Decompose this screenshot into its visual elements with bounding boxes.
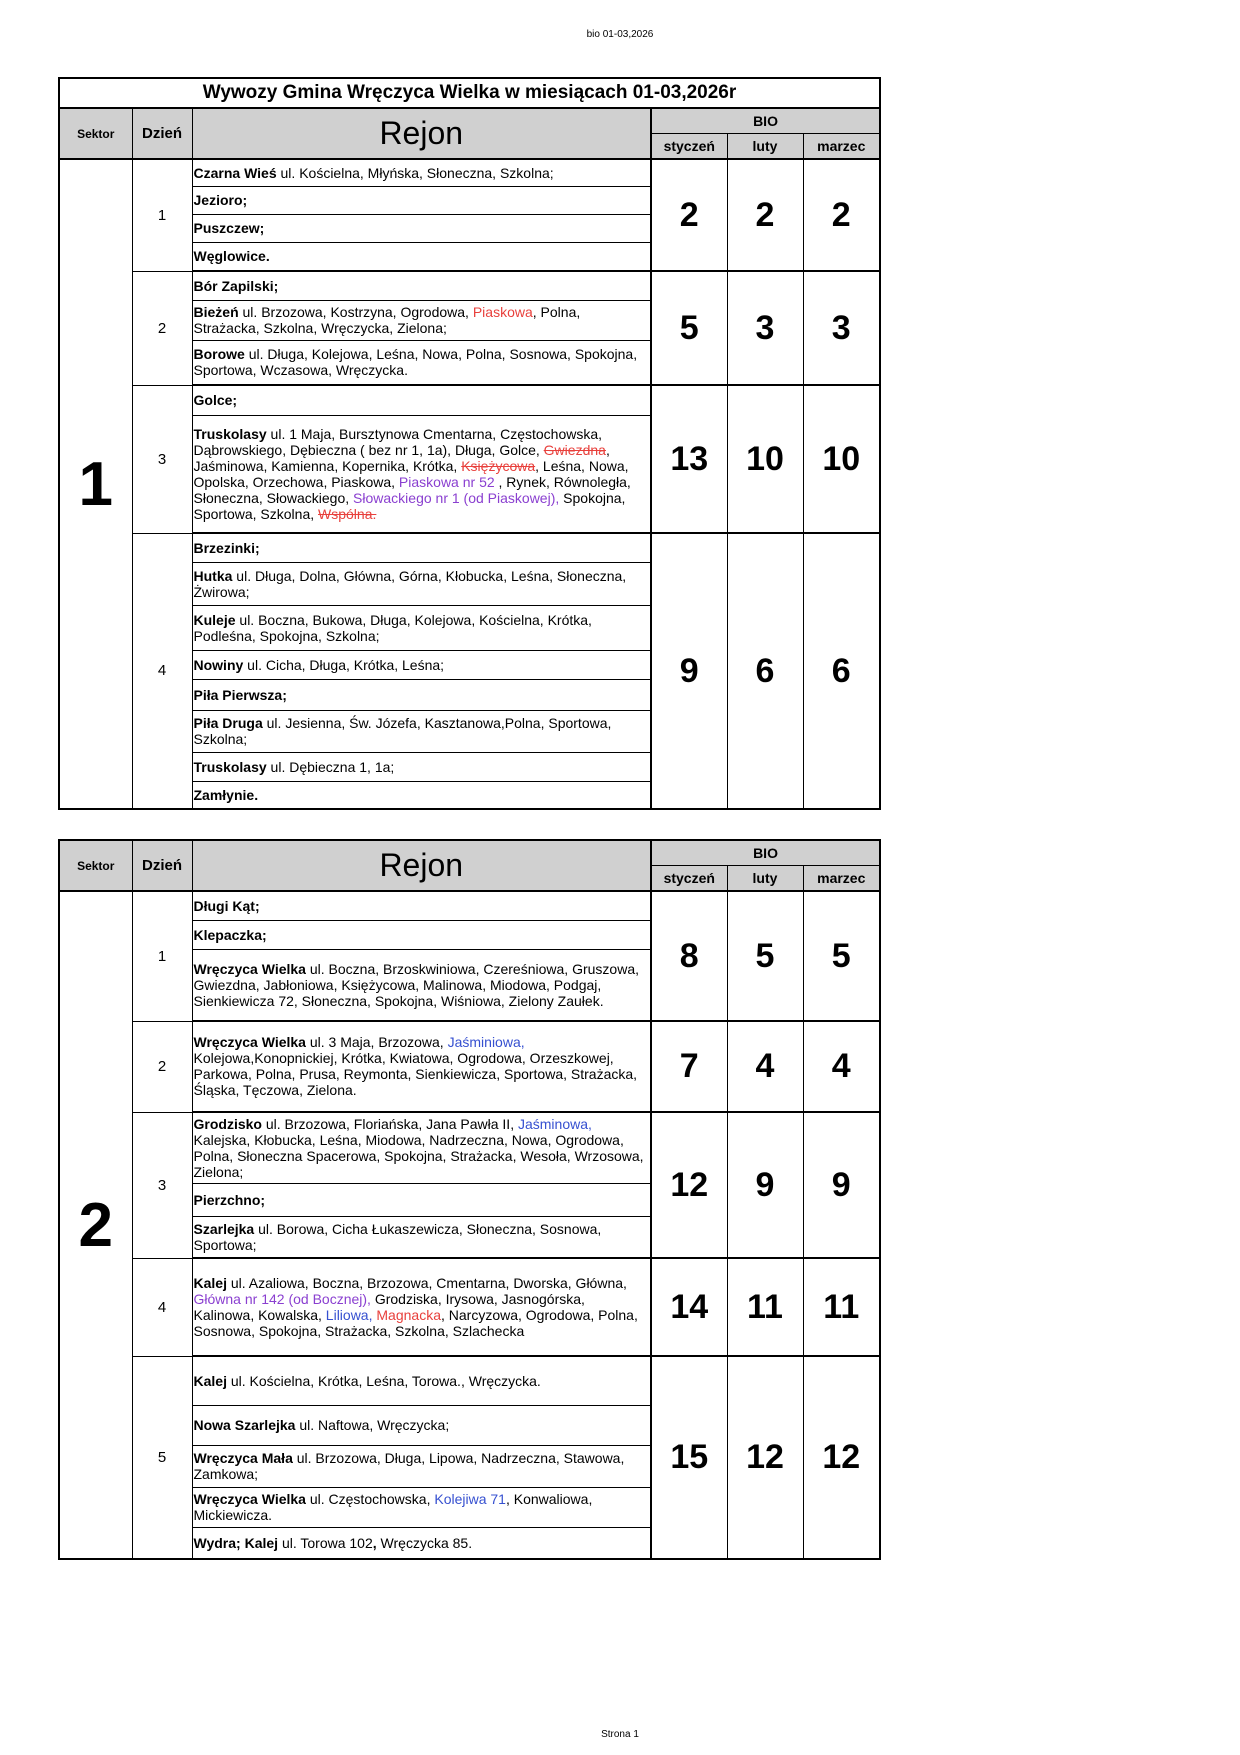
- table-row: [59, 159, 880, 187]
- sector-body: [59, 159, 880, 809]
- locality-name: Piła Druga: [193, 715, 263, 731]
- bio-count: 7: [651, 1021, 727, 1112]
- dzien-number: 3: [132, 1112, 192, 1258]
- bio-count: 14: [651, 1258, 727, 1356]
- bio-count: 15: [651, 1356, 727, 1559]
- sector-body: [59, 891, 880, 1559]
- locality-name: Grodzisko: [193, 1115, 262, 1132]
- locality-name: Węglowice.: [193, 248, 270, 264]
- locality-name: Nowiny: [193, 656, 244, 673]
- rejon-area: [192, 950, 651, 1022]
- street-list: ul. Częstochowska,: [305, 1491, 435, 1507]
- rejon-area: [192, 1528, 651, 1560]
- street-list: ul. Jesienna, Św. Józefa, Kasztanowa,Polna, Sportowa, Szkolna;: [193, 715, 612, 747]
- rejon-area: [192, 341, 651, 386]
- street-list: ul. Torowa 102: [278, 1534, 373, 1551]
- dzien-number: 1: [132, 159, 192, 271]
- bio-count: 11: [727, 1258, 803, 1356]
- street-list: , Narcyzowa, Ogrodowa, Polna, Sosnowa, Spokojna, Strażacka, Szkolna, Szlachecka: [193, 1306, 638, 1339]
- street-list: , Jaśminowa, Kamienna, Kopernika, Krótka,: [193, 441, 610, 474]
- rejon-area: [192, 1446, 651, 1488]
- dzien-number: 4: [132, 533, 192, 809]
- column-header-sektor: Sektor: [59, 108, 132, 159]
- street-list: , Polna, Strażacka, Szkolna, Wręczycka, Zielona;: [193, 304, 581, 336]
- rejon-area: [192, 215, 651, 243]
- sektor-number: 1: [59, 159, 132, 809]
- locality-name: Jezioro;: [193, 192, 248, 208]
- locality-name: Wręczyca Wielka: [193, 1034, 306, 1050]
- bio-count: 9: [803, 1112, 880, 1258]
- locality-name: Wręczyca Wielka: [193, 1491, 306, 1507]
- street-list: Jaśminowa,: [517, 1115, 592, 1132]
- table-row: [59, 1112, 880, 1184]
- street-list: Liliowa,: [325, 1306, 373, 1323]
- page-footer: Strona 1: [601, 1729, 639, 1740]
- street-list: Kolejowa,Konopnickiej, Krótka, Kwiatowa, Ogrodowa, Orzeszkowej, Parkowa, Polna, Prusa, Reymonta, Sienkiewicza, Sportowa, Strażacka, Śląska, Tęczowa, Zielona.: [193, 1050, 638, 1098]
- locality-name: Pierzchno;: [193, 1191, 266, 1208]
- column-header-bio: BIO: [651, 108, 880, 134]
- column-header-month: luty: [727, 134, 803, 160]
- rejon-area: [192, 711, 651, 753]
- locality-name: Truskolasy: [193, 425, 267, 442]
- rejon-area: [192, 533, 651, 563]
- bio-count: 3: [727, 271, 803, 385]
- bio-count: 8: [651, 891, 727, 1021]
- rejon-area: [192, 1258, 651, 1356]
- dzien-number: 1: [132, 891, 192, 1021]
- bio-count: 9: [651, 533, 727, 809]
- street-list: ul. Dębieczna 1, 1a;: [266, 758, 395, 775]
- rejon-area: [192, 606, 651, 651]
- bio-count: 2: [727, 159, 803, 271]
- dzien-number: 2: [132, 1021, 192, 1112]
- street-list: Piaskowa: [472, 304, 533, 320]
- locality-name: Wręczyca Wielka: [193, 960, 306, 977]
- column-header-month: styczeń: [651, 866, 727, 892]
- rejon-area: [192, 159, 651, 187]
- rejon-area: [192, 243, 651, 272]
- bio-count: 12: [727, 1356, 803, 1559]
- locality-name: Bór Zapilski;: [193, 277, 279, 294]
- street-list: ul. Boczna, Brzoskwiniowa, Czereśniowa, Gruszowa, Gwiezdna, Jabłoniowa, Księżycowa, Malinowa, Miodowa, Podgaj, Sienkiewicza 72, Słoneczna, Spokojna, Wiśniowa, Zielony Zaułek.: [193, 960, 639, 1009]
- locality-name: Wydra;: [193, 1534, 241, 1551]
- dzien-number: 5: [132, 1356, 192, 1559]
- street-list: ul. Brzozowa, Długa, Lipowa, Nadrzeczna, Stawowa, Zamkowa;: [193, 1450, 625, 1482]
- table-row: [59, 891, 880, 921]
- street-list: , Leśna, Nowa, Opolska, Orzechowa, Piaskowa,: [193, 457, 629, 490]
- table-row: [59, 1356, 880, 1406]
- rejon-area: [192, 1217, 651, 1259]
- rejon-area: [192, 271, 651, 301]
- rejon-area: [192, 1406, 651, 1446]
- locality-name: Borowe: [193, 346, 245, 362]
- rejon-area: [192, 563, 651, 606]
- bio-count: 5: [803, 891, 880, 1021]
- locality-name: Puszczew;: [193, 220, 265, 236]
- bio-count: 4: [727, 1021, 803, 1112]
- table-title: Wywozy Gmina Wręczyca Wielka w miesiącach 01-03,2026r: [59, 78, 880, 108]
- locality-name: Piła Pierwsza;: [193, 686, 287, 703]
- street-list: ul. Boczna, Bukowa, Długa, Kolejowa, Kościelna, Krótka, Podleśna, Spokojna, Szkolna;: [193, 611, 592, 644]
- street-list: Grodziska, Irysowa, Jasnogórska, Kalinowa, Kowalska,: [193, 1290, 585, 1323]
- locality-name: Truskolasy: [193, 758, 267, 775]
- street-list: ul. Borowa, Cicha Łukaszewicza, Słoneczna, Sosnowa, Sportowa;: [193, 1220, 602, 1253]
- locality-name: Hutka: [193, 567, 233, 584]
- street-list: ul. 3 Maja, Brzozowa,: [305, 1034, 448, 1050]
- street-list: Wspólna.: [318, 505, 377, 522]
- rejon-area: [192, 385, 651, 416]
- bio-count: 10: [803, 385, 880, 533]
- street-list: Magnacka: [376, 1306, 441, 1323]
- rejon-area: [192, 782, 651, 810]
- street-list: Wręczycka 85.: [376, 1534, 473, 1551]
- locality-name: Szarlejka: [193, 1220, 255, 1237]
- sektor-number: 2: [59, 891, 132, 1559]
- rejon-area: [192, 1356, 651, 1406]
- bio-count: 4: [803, 1021, 880, 1112]
- street-list: Gwiezdna: [543, 441, 606, 458]
- locality-name: ,: [372, 1534, 377, 1551]
- street-list: Piaskowa nr 52: [398, 473, 495, 490]
- locality-name: Wręczyca Mała: [193, 1450, 293, 1466]
- rejon-area: [192, 187, 651, 215]
- rejon-area: [192, 651, 651, 680]
- street-list: Spokojna, Sportowa, Szkolna,: [193, 489, 626, 522]
- locality-name: Kalej: [244, 1534, 279, 1551]
- bio-count: 5: [727, 891, 803, 1021]
- dzien-number: 4: [132, 1258, 192, 1356]
- locality-name: Kalej: [193, 1274, 227, 1291]
- table-row: [59, 271, 880, 301]
- rejon-area: [192, 1184, 651, 1217]
- dzien-number: 2: [132, 271, 192, 385]
- street-list: ul. 1 Maja, Bursztynowa Cmentarna, Częstochowska, Dąbrowskiego, Dębieczna ( bez nr 1, 1a), Długa, Golce,: [193, 425, 603, 458]
- street-list: ul. Brzozowa, Floriańska, Jana Pawła II,: [261, 1115, 518, 1132]
- street-list: Jaśminiowa,: [447, 1034, 525, 1050]
- column-header-dzien: Dzień: [132, 108, 192, 159]
- street-list: ul. Kościelna, Krótka, Leśna, Torowa., Wręczycka.: [226, 1372, 541, 1389]
- rejon-area: [192, 1112, 651, 1184]
- column-header-rejon: Rejon: [192, 108, 651, 159]
- bio-count: 6: [727, 533, 803, 809]
- bio-count: 3: [803, 271, 880, 385]
- locality-name: Bieżeń: [193, 304, 239, 320]
- table-row: [59, 533, 880, 563]
- column-header-dzien: Dzień: [132, 840, 192, 891]
- rejon-area: [192, 921, 651, 950]
- schedule-table-sector-1: [58, 77, 881, 810]
- bio-count: 10: [727, 385, 803, 533]
- bio-count: 11: [803, 1258, 880, 1356]
- column-header-rejon: Rejon: [192, 840, 651, 891]
- bio-count: 2: [803, 159, 880, 271]
- table-row: [59, 1258, 880, 1356]
- locality-name: Golce;: [193, 392, 238, 408]
- street-list: , Konwaliowa, Mickiewicza.: [193, 1491, 593, 1523]
- bio-count: 12: [803, 1356, 880, 1559]
- street-list: , Rynek, Równoległa, Słoneczna, Słowackiego,: [193, 473, 631, 506]
- column-header-month: styczeń: [651, 134, 727, 160]
- rejon-area: [192, 753, 651, 782]
- rejon-area: [192, 680, 651, 711]
- column-header-sektor: Sektor: [59, 840, 132, 891]
- street-list: Księżycowa: [461, 457, 536, 474]
- locality-name: Nowa Szarlejka: [193, 1417, 296, 1433]
- street-list: ul. Kościelna, Młyńska, Słoneczna, Szkolna;: [276, 164, 554, 181]
- bio-count: 13: [651, 385, 727, 533]
- street-list: Kolejiwa 71: [434, 1491, 506, 1507]
- rejon-area: [192, 1488, 651, 1528]
- street-list: Kalejska, Kłobucka, Leśna, Miodowa, Nadrzeczna, Nowa, Ogrodowa, Polna, Słoneczna Spacerowa, Spokojna, Strażacka, Wesoła, Wrzosowa, Zielona;: [193, 1131, 644, 1180]
- bio-count: 6: [803, 533, 880, 809]
- rejon-area: [192, 416, 651, 534]
- page-header: bio 01-03,2026: [586, 29, 654, 40]
- street-list: ul. Długa, Dolna, Główna, Górna, Kłobucka, Leśna, Słoneczna, Żwirowa;: [193, 567, 627, 600]
- locality-name: Kalej: [193, 1372, 227, 1389]
- street-list: Słowackiego nr 1 (od Piaskowej),: [353, 489, 560, 506]
- rejon-area: [192, 891, 651, 921]
- street-list: ul. Cicha, Długa, Krótka, Leśna;: [243, 656, 445, 673]
- schedule-table-sector-2: [58, 839, 881, 1560]
- bio-count: 5: [651, 271, 727, 385]
- column-header-bio: BIO: [651, 840, 880, 866]
- column-header-month: marzec: [803, 866, 880, 892]
- bio-count: 12: [651, 1112, 727, 1258]
- street-list: Główna nr 142 (od Bocznej),: [193, 1290, 371, 1307]
- table-row: [59, 1021, 880, 1112]
- bio-count: 9: [727, 1112, 803, 1258]
- street-list: ul. Brzozowa, Kostrzyna, Ogrodowa,: [238, 304, 473, 320]
- locality-name: Brzezinki;: [193, 539, 260, 556]
- rejon-area: [192, 1021, 651, 1112]
- column-header-month: luty: [727, 866, 803, 892]
- rejon-area: [192, 301, 651, 341]
- bio-count: 2: [651, 159, 727, 271]
- locality-name: Klepaczka;: [193, 926, 267, 943]
- column-header-month: marzec: [803, 134, 880, 160]
- street-list: ul. Azaliowa, Boczna, Brzozowa, Cmentarna, Dworska, Główna,: [226, 1274, 627, 1291]
- locality-name: Długi Kąt;: [193, 897, 260, 914]
- dzien-number: 3: [132, 385, 192, 533]
- table-row: [59, 385, 880, 416]
- locality-name: Kuleje: [193, 611, 236, 628]
- locality-name: Czarna Wieś: [193, 164, 277, 181]
- locality-name: Zamłynie.: [193, 786, 259, 803]
- street-list: ul. Naftowa, Wręczycka;: [295, 1417, 450, 1433]
- street-list: ul. Długa, Kolejowa, Leśna, Nowa, Polna, Sosnowa, Spokojna, Sportowa, Wczasowa, Wręczycka.: [193, 346, 638, 378]
